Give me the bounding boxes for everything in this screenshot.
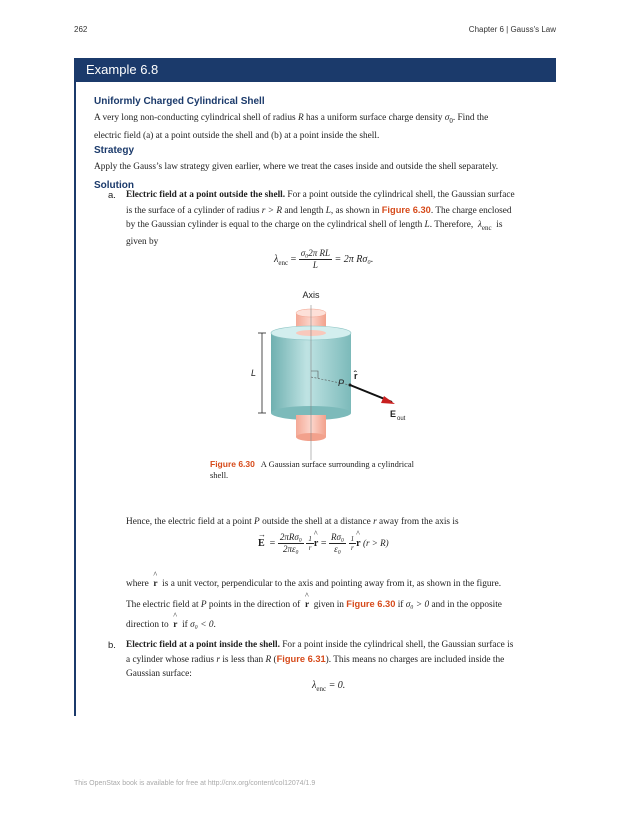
where-paragraph: where ^ r is a unit vector, perpendicular to the axis and pointing away from it, as shown in the figure. The electric field at P points in the direction of ^ r given in Figure 6.30 if σ₀ > 0 and in the opposite direction to ^ r if σ₀ < 0. [126, 574, 536, 635]
part-b-marker: b. [108, 640, 116, 651]
example-heading: Uniformly Charged Cylindrical Shell [94, 96, 265, 107]
part-a-text: Electric field at a point outside the shell. For a point outside the cylindrical shell, the Gaussian surface is the surface of a cylinder of radius r > R and length L, as shown in Figure 6.30. The charge enclosed by the Gaussian cylinder is equal to the charge on the cylindrical shell of length L. Therefore, $\lambda_{enc}$ is given by [126, 190, 515, 248]
intro-paragraph: A very long non-conducting cylindrical shell of radius R has a uniform surface charge density $\sigma_0$. Find the [94, 113, 489, 125]
field-equation: → E = $\frac{\text{2πRσ₀}}{\text{2πε₀}}$ $\frac{1}{r}$ ^ r = $\frac{\text{Rσ₀}}{\text{ε₀}}$ $\frac{1}{r}$ ^ r (r > R) [258, 532, 389, 555]
figure-6-30-diagram [240, 285, 410, 465]
example-bar [74, 58, 556, 82]
part-b-text: Electric field at a point inside the shell. For a point inside the cylindrical shell, the Gaussian surface is a cylinder whose radius r is less than R (Figure 6.31). This means no charges are included inside the Gaussian surface: [126, 640, 514, 679]
strategy-text: Apply the Gauss’s law strategy given earlier, where we treat the cases inside and outside the shell separately. [94, 162, 499, 172]
intro-line-2: electric field (a) at a point outside the shell and (b) at a point inside the shell. [94, 131, 380, 141]
axis-label: Axis [302, 290, 320, 300]
figure-caption: Figure 6.30 A Gaussian surface surrounding a cylindrical shell. [210, 459, 414, 480]
hence-paragraph: Hence, the electric field at a point P outside the shell at a distance r away from the axis is [126, 517, 459, 527]
r-hat-label: r̂ [354, 371, 358, 381]
figure-6-30-link[interactable]: Figure 6.30 [381, 204, 431, 215]
figure-6-30-link-2[interactable]: Figure 6.30 [346, 599, 396, 609]
strategy-heading: Strategy [94, 145, 135, 156]
lambda-enc-zero-equation: $\lambda_{enc} = 0$. [312, 680, 346, 693]
solution-heading: Solution [94, 180, 134, 191]
figure-6-31-link[interactable]: Figure 6.31 [276, 654, 326, 664]
footer-text: This OpenStax book is available for free at http://cnx.org/content/col12074/1.9 [74, 780, 316, 787]
page-number: 262 [74, 25, 88, 34]
lambda-enc-equation: $\lambda_{enc}$ = $\frac{\text{σ₀2π RL}}{L}$ = 2π Rσ₀. [274, 248, 374, 270]
part-a-marker: a. [108, 190, 116, 201]
chapter-title: Chapter 6 | Gauss's Law [468, 25, 556, 34]
e-out-label: E [390, 409, 397, 419]
e-out-subscript: out [397, 416, 406, 422]
length-label: L [250, 368, 256, 378]
field-arrowhead [381, 396, 395, 404]
point-p-label: P [338, 378, 345, 388]
example-title: Example 6.8 [86, 62, 159, 77]
example-left-rule [74, 82, 76, 716]
